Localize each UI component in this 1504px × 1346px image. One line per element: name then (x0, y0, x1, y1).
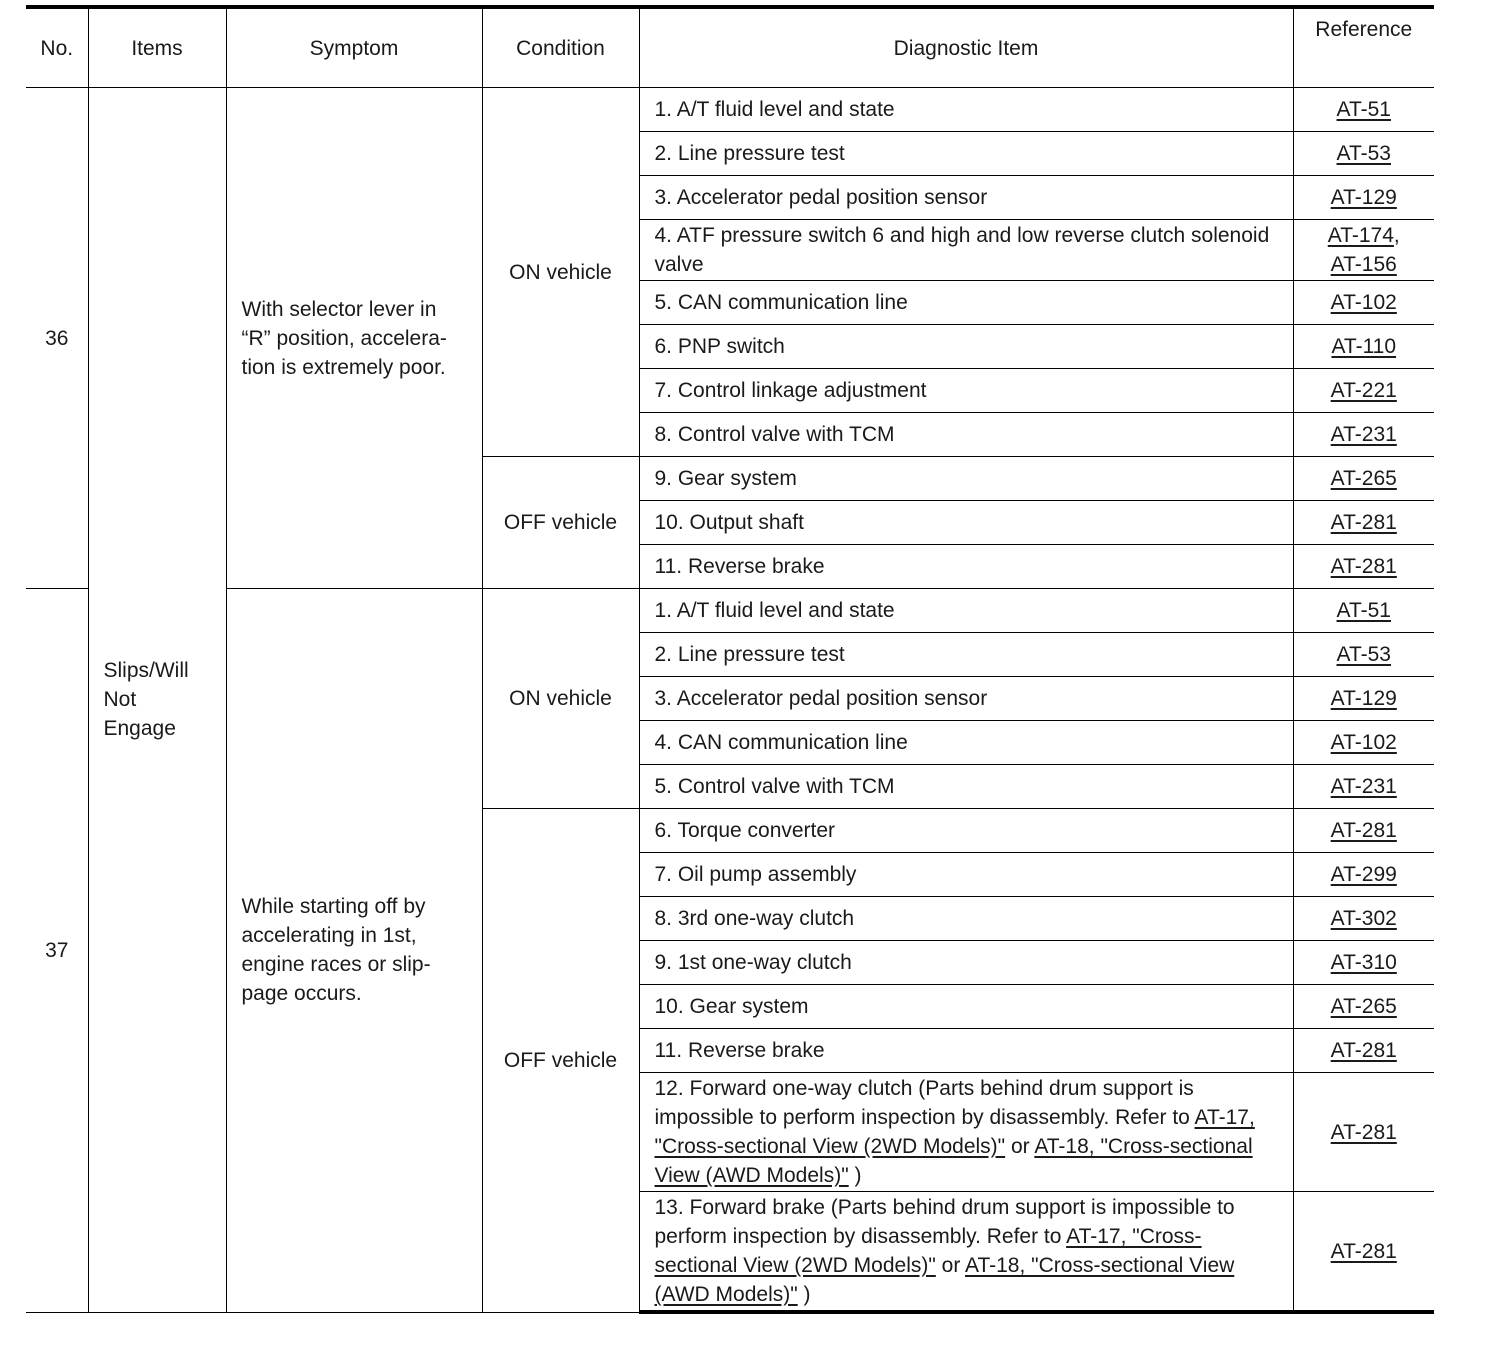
reference-cell (1293, 281, 1434, 325)
diagnostic-item-text: 2. Line pressure test (654, 643, 845, 666)
diagnostic-item (639, 457, 1293, 501)
item-end-text: ) (797, 1283, 811, 1306)
reference-link[interactable]: AT-53 (1336, 142, 1391, 165)
reference-cell (1293, 88, 1434, 132)
reference-cell (1293, 369, 1434, 413)
reference-link[interactable]: AT-110 (1331, 335, 1397, 358)
reference-cell (1293, 501, 1434, 545)
reference-cell (1293, 132, 1434, 176)
diagnostic-item-text: 2. Line pressure test (654, 142, 845, 165)
reference-link[interactable]: AT-281 (1330, 555, 1397, 578)
reference-cell (1293, 765, 1434, 809)
diagnostic-item (639, 132, 1293, 176)
reference-cell (1293, 633, 1434, 677)
diagnostic-item (639, 369, 1293, 413)
header-no: No. (26, 7, 88, 88)
condition-cell: OFF vehicle (482, 809, 639, 1313)
diagnostic-item (639, 545, 1293, 589)
reference-cell (1293, 985, 1434, 1029)
items-cell: Slips/Will Not Engage (88, 88, 226, 1313)
table-body (26, 88, 1434, 1313)
diagnostic-item (639, 853, 1293, 897)
link-joiner: or (1005, 1135, 1035, 1158)
row-number: 36 (26, 88, 88, 589)
reference-link[interactable]: AT-281 (1330, 1239, 1397, 1263)
reference-link[interactable]: AT-265 (1330, 467, 1397, 490)
diagnostic-item-text: 9. 1st one-way clutch (654, 951, 852, 974)
diagnostic-item-text: 7. Oil pump assembly (654, 863, 857, 886)
reference-cell (1293, 325, 1434, 369)
diagnostic-item-text: 10. Output shaft (654, 511, 804, 534)
diagnostic-item-text: 5. CAN communication line (654, 291, 908, 314)
diagnostic-item (639, 413, 1293, 457)
header-row (26, 7, 1434, 88)
diagnostic-item (639, 589, 1293, 633)
diagnostic-item (639, 501, 1293, 545)
reference-cell (1293, 1029, 1434, 1073)
link-joiner: or (935, 1254, 966, 1277)
diagnostic-item (639, 281, 1293, 325)
reference-cell (1293, 941, 1434, 985)
reference-link[interactable]: AT-299 (1330, 863, 1397, 886)
diagnostic-item (639, 897, 1293, 941)
reference-link[interactable]: AT-302 (1330, 907, 1397, 930)
header-symptom: Symptom (226, 7, 482, 88)
reference-link[interactable]: AT-156 (1330, 253, 1397, 276)
reference-cell (1293, 545, 1434, 589)
reference-link[interactable]: AT-53 (1336, 643, 1391, 666)
reference-link[interactable]: AT-102 (1330, 731, 1397, 754)
diagnostic-item (639, 1192, 1293, 1313)
diagnostic-item-text: 13. Forward brake (Parts behind drum support is impossible to perform inspection by disassembly. Refer to (654, 1196, 1235, 1248)
diagnostic-item (639, 88, 1293, 132)
diagnostic-item (639, 765, 1293, 809)
diagnostic-item-text: 3. Accelerator pedal position sensor (654, 687, 988, 710)
diagnostic-item-text: 6. PNP switch (654, 335, 785, 358)
reference-link[interactable]: AT-265 (1330, 995, 1397, 1018)
reference-cell (1293, 897, 1434, 941)
reference-cell (1293, 457, 1434, 501)
reference-cell (1293, 176, 1434, 220)
condition-cell: ON vehicle (482, 589, 639, 809)
header-condition: Condition (482, 7, 639, 88)
diagnostic-item (639, 941, 1293, 985)
reference-link[interactable]: AT-51 (1336, 98, 1391, 121)
diagnostic-item (639, 1029, 1293, 1073)
reference-cell (1293, 1073, 1434, 1192)
reference-cell (1293, 677, 1434, 721)
reference-cell (1293, 413, 1434, 457)
reference-link[interactable]: AT-102 (1330, 291, 1397, 314)
reference-link[interactable]: AT-281 (1330, 819, 1397, 842)
diagnostic-item-text: 9. Gear system (654, 467, 797, 490)
diagnostic-item (639, 1073, 1293, 1192)
cross-reference-link[interactable]: AT-17, "Cross-sectional View (2WD Models)" (654, 1225, 1202, 1277)
reference-link[interactable]: AT-281 (1330, 1039, 1397, 1062)
reference-link[interactable]: AT-129 (1330, 186, 1397, 209)
reference-link[interactable]: AT-281 (1330, 1120, 1397, 1144)
diagnostic-item-text: 1. A/T fluid level and state (654, 599, 895, 622)
diagnostic-item (639, 220, 1293, 281)
reference-cell (1293, 853, 1434, 897)
header-items: Items (88, 7, 226, 88)
diagnostic-item-text: 5. Control valve with TCM (654, 775, 895, 798)
condition-cell: ON vehicle (482, 88, 639, 457)
diagnostic-item (639, 677, 1293, 721)
reference-link[interactable]: AT-174 (1327, 224, 1394, 247)
diagnostic-table (26, 5, 1434, 1314)
diagnostic-item (639, 325, 1293, 369)
reference-link[interactable]: AT-231 (1330, 775, 1397, 798)
reference-link[interactable]: AT-281 (1330, 511, 1397, 534)
row-number: 37 (26, 589, 88, 1313)
diagnostic-item-text: 6. Torque converter (654, 819, 836, 842)
reference-link[interactable]: AT-310 (1330, 951, 1397, 974)
diagnostic-item (639, 721, 1293, 765)
reference-cell (1293, 809, 1434, 853)
diagnostic-item (639, 809, 1293, 853)
cross-reference-link[interactable]: AT-17, "Cross-sectional View (2WD Models)" (654, 1106, 1255, 1158)
reference-link[interactable]: AT-221 (1330, 379, 1397, 402)
diagnostic-item-text: 4. CAN communication line (654, 731, 908, 754)
diagnostic-item-text: 3. Accelerator pedal position sensor (654, 186, 988, 209)
reference-cell (1293, 721, 1434, 765)
diagnostic-item-text: 7. Control linkage adjustment (654, 379, 927, 402)
diagnostic-item-text: 11. Reverse brake (654, 1039, 825, 1062)
cross-reference-link[interactable]: AT-18, "Cross-sectional View (AWD Models)" (654, 1135, 1253, 1187)
diagnostic-item (639, 633, 1293, 677)
reference-cell (1293, 589, 1434, 633)
header-diagnostic-item: Diagnostic Item (639, 7, 1293, 88)
diagnostic-item (639, 176, 1293, 220)
diagnostic-item-text: 11. Reverse brake (654, 555, 825, 578)
reference-link[interactable]: AT-231 (1330, 423, 1397, 446)
table-row (26, 589, 1434, 633)
table-row (26, 88, 1434, 132)
reference-cell: AT-174, AT-156 (1293, 220, 1434, 281)
symptom-cell: While starting off by accelerating in 1st, engine races or slip-page occurs. (226, 589, 482, 1313)
symptom-cell: With selector lever in “R” position, accelera-tion is extremely poor. (226, 88, 482, 589)
condition-cell: OFF vehicle (482, 457, 639, 589)
item-end-text: ) (848, 1164, 862, 1187)
reference-cell (1293, 1192, 1434, 1313)
cross-reference-link[interactable]: AT-18, "Cross-sectional View (AWD Models)" (654, 1254, 1235, 1306)
diagnostic-item-text: 8. 3rd one-way clutch (654, 907, 855, 930)
diagnostic-item (639, 985, 1293, 1029)
reference-link[interactable]: AT-51 (1336, 599, 1391, 622)
diagnostic-item-text: 8. Control valve with TCM (654, 423, 895, 446)
header-reference: Reference (1293, 7, 1434, 88)
diagnostic-item-text: 12. Forward one-way clutch (Parts behind drum support is impossible to perform inspection by disassembly. Refer to (654, 1077, 1195, 1129)
diagnostic-item-text: 4. ATF pressure switch 6 and high and low reverse clutch solenoid valve (654, 224, 1270, 276)
diagnostic-item-text: 10. Gear system (654, 995, 809, 1018)
reference-link[interactable]: AT-129 (1330, 687, 1397, 710)
diagnostic-item-text: 1. A/T fluid level and state (654, 98, 895, 121)
